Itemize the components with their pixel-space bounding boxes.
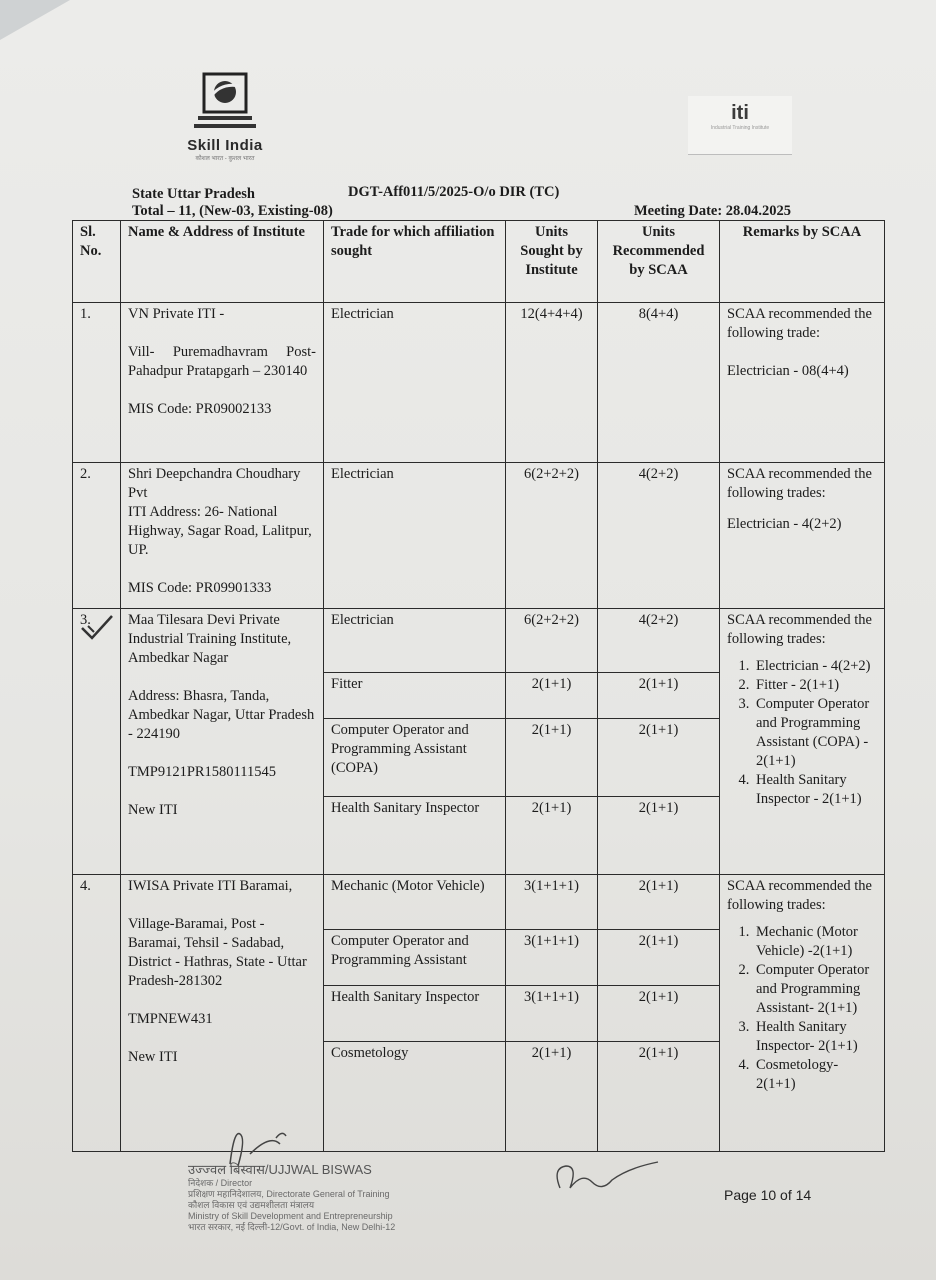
check-mark-icon — [78, 612, 118, 642]
signatory-ministry-hi: कौशल विकास एवं उद्यमशीलता मंत्रालय — [188, 1200, 315, 1210]
iti-logo — [688, 96, 792, 155]
institute-name: Maa Tilesara Devi Private Industrial Training Institute, Ambedkar Nagar — [128, 612, 292, 666]
units-recommended: 2(1+1) — [598, 673, 720, 719]
iti-logo-subtitle: Industrial Training Institute — [710, 125, 770, 131]
units-sought: 6(2+2+2) — [506, 463, 598, 609]
trade-name: Computer Operator and Programming Assistant (COPA) — [324, 719, 506, 797]
units-sought: 12(4+4+4) — [506, 303, 598, 463]
trade-name: Health Sanitary Inspector — [324, 797, 506, 875]
col-sl-no: Sl. No. — [73, 221, 121, 303]
mis-code: MIS Code: PR09002133 — [128, 401, 272, 417]
remarks-item: 2. Computer Operator and Programming Assistant- 2(1+1) — [753, 961, 877, 1018]
skill-india-logo — [170, 72, 280, 162]
col-remarks: Remarks by SCAA — [720, 221, 885, 303]
page-fold — [0, 0, 70, 40]
remarks-list — [727, 923, 877, 1094]
remarks-item: 4. Health Sanitary Inspector - 2(1+1) — [753, 771, 877, 809]
units-recommended: 2(1+1) — [598, 875, 720, 930]
institute-address: Vill- Puremadhavram Post-Pahadpur Pratapgarh – 230140 — [128, 344, 316, 379]
col-units-recommended: Units Recommended by SCAA — [598, 221, 720, 303]
remarks-item: Electrician - 08(4+4) — [727, 363, 849, 379]
remarks-intro: SCAA recommended the following trades: — [727, 612, 872, 647]
table-row — [73, 609, 885, 673]
iti-logo-text: iti — [731, 102, 749, 124]
units-recommended: 2(1+1) — [598, 719, 720, 797]
institute-address: Address: Bhasra, Tanda, Ambedkar Nagar, Uttar Pradesh - 224190 — [128, 688, 315, 742]
units-sought: 6(2+2+2) — [506, 609, 598, 673]
remarks-cell — [720, 609, 885, 875]
remarks-item: 4. Cosmetology- 2(1+1) — [753, 1056, 877, 1094]
trade-name: Cosmetology — [324, 1042, 506, 1152]
trade-name: Electrician — [324, 463, 506, 609]
director-stamp — [188, 1160, 395, 1233]
table-header-row — [73, 221, 885, 303]
trade-name: Electrician — [324, 303, 506, 463]
sl-number — [73, 875, 121, 1152]
remarks-intro: SCAA recommended the following trades: — [727, 466, 872, 501]
signatory-ministry-en: Ministry of Skill Development and Entrepreneurship — [188, 1211, 393, 1221]
trade-name: Computer Operator and Programming Assistant — [324, 930, 506, 986]
table-row — [73, 303, 885, 463]
institute-name: IWISA Private ITI Baramai, — [128, 878, 293, 894]
signatory-department: प्रशिक्षण महानिदेशालय, Directorate General of Training — [188, 1189, 390, 1199]
institute-cell — [121, 609, 324, 875]
institute-cell — [121, 303, 324, 463]
units-recommended: 2(1+1) — [598, 930, 720, 986]
col-institute: Name & Address of Institute — [121, 221, 324, 303]
units-recommended: 4(2+2) — [598, 463, 720, 609]
total-count: Total – 11, (New-03, Existing-08) — [132, 203, 333, 219]
units-recommended: 2(1+1) — [598, 1042, 720, 1152]
table-row — [73, 875, 885, 930]
trade-name: Mechanic (Motor Vehicle) — [324, 875, 506, 930]
logo-title: Skill India — [187, 137, 263, 154]
page-number: Page 10 of 14 — [724, 1187, 812, 1203]
institute-address: Village-Baramai, Post - Baramai, Tehsil - Sadabad, District - Hathras, State - Uttar Pradesh-281302 — [128, 916, 307, 989]
remarks-item: Electrician - 4(2+2) — [727, 516, 842, 532]
sl-number — [73, 609, 121, 875]
institute-name: Shri Deepchandra Choudhary Pvt — [128, 466, 301, 501]
remarks-list — [727, 657, 877, 809]
table-row — [73, 463, 885, 609]
skill-india-emblem-icon — [194, 72, 256, 130]
sl-number-text: 4. — [80, 878, 91, 894]
mis-code: TMPNEW431 — [128, 1011, 213, 1027]
sl-number-text: 3. — [80, 612, 91, 628]
remarks-item: 1. Electrician - 4(2+2) — [753, 657, 877, 676]
remarks-item: 3. Computer Operator and Programming Assistant (COPA) - 2(1+1) — [753, 695, 877, 771]
units-sought: 2(1+1) — [506, 673, 598, 719]
signatory-govt: भारत सरकार, नई दिल्ली-12/Govt. of India, New Delhi-12 — [188, 1222, 396, 1232]
units-sought: 3(1+1+1) — [506, 930, 598, 986]
trade-name: Electrician — [324, 609, 506, 673]
sl-number: 1. — [73, 303, 121, 463]
signature-icon — [548, 1158, 668, 1202]
remarks-item: 2. Fitter - 2(1+1) — [753, 676, 877, 695]
units-recommended: 8(4+4) — [598, 303, 720, 463]
trade-name: Fitter — [324, 673, 506, 719]
signatory-name: उज्ज्वल बिस्वास/UJJWAL BISWAS — [188, 1162, 372, 1177]
mis-code: TMP9121PR1580111545 — [128, 764, 276, 780]
remarks-cell — [720, 303, 885, 463]
signatory-designation: निदेशक / Director — [188, 1178, 253, 1188]
reference-number: DGT-Aff011/5/2025-O/o DIR (TC) — [348, 184, 560, 200]
remarks-item: 1. Mechanic (Motor Vehicle) -2(1+1) — [753, 923, 877, 961]
col-units-sought: Units Sought by Institute — [506, 221, 598, 303]
institute-note: New ITI — [128, 1049, 178, 1065]
logo-tagline: कौशल भारत - कुशल भारत — [195, 156, 255, 162]
institute-cell — [121, 875, 324, 1152]
institute-cell — [121, 463, 324, 609]
remarks-intro: SCAA recommended the following trade: — [727, 306, 872, 341]
units-sought: 2(1+1) — [506, 1042, 598, 1152]
institute-address: ITI Address: 26- National Highway, Sagar Road, Lalitpur, UP. — [128, 504, 312, 558]
affiliation-table — [72, 220, 885, 1152]
institute-name: VN Private ITI - — [128, 306, 225, 322]
institute-note: New ITI — [128, 802, 178, 818]
mis-code: MIS Code: PR09901333 — [128, 580, 272, 596]
units-sought: 2(1+1) — [506, 719, 598, 797]
meeting-date: Meeting Date: 28.04.2025 — [634, 203, 792, 219]
trade-name: Health Sanitary Inspector — [324, 986, 506, 1042]
remarks-cell — [720, 875, 885, 1152]
remarks-intro: SCAA recommended the following trades: — [727, 878, 872, 913]
units-sought: 2(1+1) — [506, 797, 598, 875]
units-sought: 3(1+1+1) — [506, 986, 598, 1042]
remarks-cell — [720, 463, 885, 609]
units-recommended: 2(1+1) — [598, 986, 720, 1042]
units-recommended: 2(1+1) — [598, 797, 720, 875]
remarks-item: 3. Health Sanitary Inspector- 2(1+1) — [753, 1018, 877, 1056]
sl-number: 2. — [73, 463, 121, 609]
col-trade: Trade for which affiliation sought — [324, 221, 506, 303]
units-recommended: 4(2+2) — [598, 609, 720, 673]
units-sought: 3(1+1+1) — [506, 875, 598, 930]
state-label: State Uttar Pradesh — [132, 186, 255, 202]
